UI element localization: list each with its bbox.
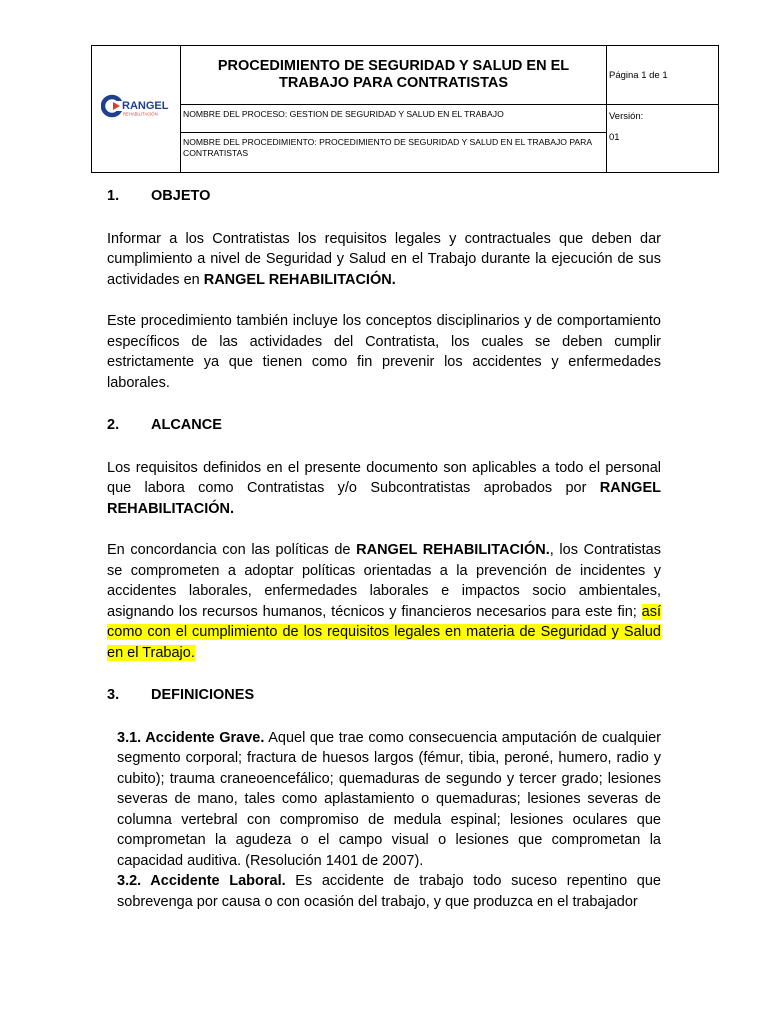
page-number: Página 1 de 1	[607, 46, 719, 105]
section-number: 1.	[107, 188, 120, 204]
rangel-logo-icon	[101, 92, 171, 122]
version-cell	[607, 105, 719, 173]
company-name-bold: RANGEL REHABILITACIÓN.	[356, 542, 550, 558]
paragraph-text: Informar a los Contratistas los requisitos legales y contractuales que deben dar cumplimiento a nivel de Seguridad y Salud en el Trabajo durante la ejecución de sus actividades en	[107, 230, 661, 288]
paragraph-text: , los Contratistas se comprometen a adoptar políticas orientadas a la prevención de incidentes y accidentes laborales, enfermedades laborales e impactos socio ambientales, asignando los recursos humanos, técnicos y financieros necesarios para este fin;	[107, 542, 661, 620]
highlighted-text: así como con el cumplimiento de los requisitos legales en materia de Seguridad y Salud en el Trabajo.	[107, 603, 661, 661]
definitions-list	[117, 728, 661, 913]
section-title: ALCANCE	[151, 417, 222, 433]
paragraph-objeto-2: Este procedimiento también incluye los conceptos disciplinarios y de comportamiento específicos de las actividades del Contratista, los cuales se deben cumplir estrictamente ya que tienen como fin prevenir los accidentes y enfermedades laborales.	[107, 313, 661, 391]
section-number: 2.	[107, 417, 120, 433]
definition-text: Aquel que trae como consecuencia amputación de cualquier segmento corporal; fractura de huesos largos (fémur, tibia, peroné, humero, radio y cubito); trauma craneoencefálico; quemaduras de segundo y tercer grado; lesiones severas de mano, tales como aplastamiento o quemaduras; lesiones severas de columna vertebral con compromiso de medula espinal; lesiones oculares que comprometan la agudeza o el campo visual o lesiones que comprometan la capacidad auditiva. (Resolución 1401 de 2007).	[117, 729, 661, 869]
process-name: NOMBRE DEL PROCESO: GESTION DE SEGURIDAD Y SALUD EN EL TRABAJO	[181, 105, 607, 133]
company-name-bold: RANGEL REHABILITACIÓN.	[203, 271, 396, 288]
section-number: 3.	[107, 687, 120, 703]
definition-term: 3.2. Accidente Laboral.	[117, 873, 286, 889]
paragraph-objeto-1	[107, 229, 661, 291]
title-line-1: PROCEDIMIENTO DE SEGURIDAD Y SALUD EN EL	[217, 58, 570, 74]
paragraph-alcance-2	[107, 540, 661, 663]
company-logo	[101, 92, 171, 122]
definition-text: Es accidente de trabajo todo suceso repentino que sobrevenga por causa o con ocasión del trabajo, y que produzca en el trabajador	[117, 873, 661, 910]
svg-text:REHABILITACIÓN: REHABILITACIÓN	[123, 111, 158, 116]
title-line-2: TRABAJO PARA CONTRATISTAS	[278, 75, 509, 91]
document-body	[107, 186, 661, 912]
document-title	[181, 46, 607, 105]
paragraph-text: En concordancia con las políticas de	[107, 542, 357, 558]
section-title: OBJETO	[151, 188, 211, 204]
svg-text:RANGEL: RANGEL	[122, 99, 169, 112]
section-heading-alcance	[107, 415, 661, 436]
definition-term: 3.1. Accidente Grave.	[117, 729, 265, 746]
section-heading-definiciones	[107, 685, 661, 706]
paragraph-text: Los requisitos definidos en el presente documento son aplicables a todo el personal que labora como Contratistas y/o Subcontratistas aprobados por	[107, 459, 661, 496]
definition-accidente-grave	[117, 728, 661, 872]
logo-cell	[92, 46, 181, 173]
version-label: Versión:	[609, 111, 644, 122]
section-title: DEFINICIONES	[151, 687, 255, 703]
document-header-table	[91, 45, 719, 173]
definition-accidente-laboral	[117, 871, 661, 912]
paragraph-alcance-1	[107, 458, 661, 520]
company-name-bold: RANGEL REHABILITACIÓN.	[107, 480, 661, 517]
procedure-name: NOMBRE DEL PROCEDIMIENTO: PROCEDIMIENTO DE SEGURIDAD Y SALUD EN EL TRABAJO PARA CONTRATISTAS	[181, 133, 607, 173]
version-value: 01	[609, 132, 620, 143]
section-heading-objeto	[107, 186, 661, 207]
